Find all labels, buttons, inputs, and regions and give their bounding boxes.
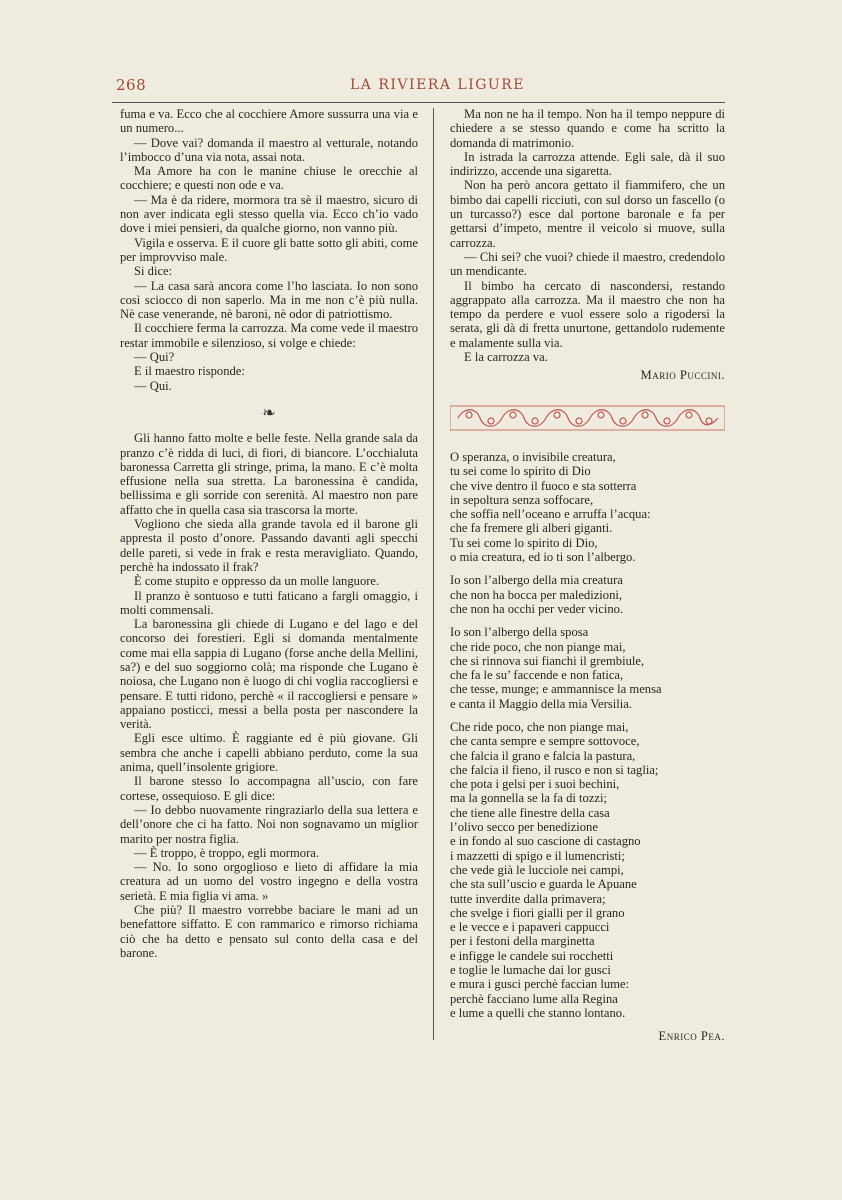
paragraph: — Dove vai? domanda il maestro al vetturale, notando l’imbocco d’una via nota, assai nota.: [120, 135, 418, 164]
paragraph: Vogliono che sieda alla grande tavola ed il barone gli appresta il posto d’onore. Passando davanti agli specchi delle pareti, si vede in frak e resta meravigliato. Quando, perchè ha indossato il frak?: [120, 517, 418, 574]
paragraph: Ma Amore ha con le manine chiuse le orecchie al cocchiere; e questi non ode e va.: [120, 164, 418, 193]
paragraph: — Qui.: [134, 378, 172, 393]
poem-line: Io son l’albergo della mia creatura: [450, 573, 623, 588]
poem-line: che fa fremere gli alberi giganti.: [450, 521, 613, 536]
fleuron-icon: ❧: [262, 404, 276, 422]
poem-line: che vive dentro il fuoco e sta sotterra: [450, 478, 637, 493]
paragraph: Che più? Il maestro vorrebbe baciare le mani ad un benefattore siffatto. E con rammarico e rimorso richiama ciò che ha detto e pensato sul conto della casa e del barone.: [120, 903, 418, 960]
poem-line: che non ha bocca per maledizioni,: [450, 587, 623, 602]
header-rule: [112, 102, 725, 103]
paragraph: Si dice:: [134, 264, 173, 279]
paragraph: Ma non ne ha il tempo. Non ha il tempo neppure di chiedere a se stesso quando e come ha scritto la domanda di matrimonio.: [450, 107, 725, 150]
paragraph: Il cocchiere ferma la carrozza. Ma come vede il maestro restar immobile e silenzioso, si volge e chiede:: [120, 321, 418, 350]
paragraph: E il maestro risponde:: [134, 364, 245, 379]
page-header: [100, 72, 725, 98]
poem-line: che canta sempre e sempre sottovoce,: [450, 734, 640, 749]
paragraph: — Qui?: [134, 350, 175, 365]
poem-line: tu sei come lo spirito di Dio: [450, 464, 591, 479]
column-divider: [433, 108, 434, 1040]
paragraph: Il barone stesso lo accompagna all’uscio, con fare cortese, ossequioso. E gli dice:: [120, 774, 418, 803]
poem-line: e mura i gusci perchè faccian lume:: [450, 977, 630, 992]
poem-line: ma la gonnella se la fa di tozzi;: [450, 791, 608, 806]
paragraph: Il bimbo ha cercato di nascondersi, restando aggrappato alla carrozza. Ma il maestro che non ha tempo da perdere e vuol essere solo a rigodersi la serata, gli dà di fretta unurtone, gettandolo rudemente e malamente sulla via.: [450, 278, 725, 350]
paragraph: — Chi sei? che vuoi? chiede il maestro, credendolo un mendicante.: [450, 249, 725, 279]
paragraph: La baronessina gli chiede di Lugano e del lago e del concorso dei forestieri. Egli si domanda mentalmente come mai ella sappia di Lugano (forse anche della Mellini, sa?) e del suo soggiorno colà; ma risponde che Lugano è noiosa, che Lugano non è luogo di chi voglia raccogliersi e pensare. E tutti ridono, perchè « il raccogliersi e pensare » appaiano posticci, messi a bella posta per nascondere la verità.: [120, 617, 418, 732]
poem-line: l’olivo secco per benedizione: [450, 820, 598, 835]
poem-line: per i festoni della marginetta: [450, 934, 595, 949]
paragraph: Il pranzo è sontuoso e tutti faticano a fargli omaggio, i molti commensali.: [120, 588, 418, 617]
paragraph: — Ma è da ridere, mormora tra sè il maestro, sicuro di non aver indicata egli stesso quella via. Ecco ch’io vado dove i miei pensieri, da qualche giorno, non vanno più.: [120, 192, 418, 236]
poem-line: che falcia il fieno, il rusco e non si taglia;: [450, 762, 659, 777]
poem-line: e canta il Maggio della mia Versilia.: [450, 696, 632, 711]
poem-line: perchè facciano lume alla Regina: [450, 991, 618, 1006]
paragraph: — La casa sarà ancora come l’ho lasciata. Io non sono così sciocco di non saperlo. Ma in me non c’è più nulla. Nè case venerande, nè baroni, nè odor di patriottismo.: [120, 278, 418, 322]
poem-line: e in fondo al suo cascione di castagno: [450, 834, 641, 849]
paragraph: È come stupito e oppresso da un molle languore.: [134, 574, 380, 589]
paragraph: Non ha però ancora gettato il fiammifero, che un bimbo dai capelli ricciuti, con sul dorso un fascello (o un turcasso?) esce dal portone baronale e fa per gettarsi d’impeto, mentre il veicolo si muove, sulla carrozza.: [450, 178, 725, 250]
poem-line: che non ha occhi per veder vicino.: [450, 601, 624, 616]
paragraph: In istrada la carrozza attende. Egli sale, dà il suo indirizzo, accende una sigaretta.: [450, 149, 725, 179]
poem-line: e lume a quelli che stanno lontano.: [450, 1005, 626, 1020]
poem-line: che pota i gelsi per i suoi bechini,: [450, 777, 620, 792]
paragraph: Egli esce ultimo. È raggiante ed è più giovane. Gli sembra che anche i capelli abbiano perduto, come la sua anima, quell’insolente grigiore.: [120, 731, 418, 775]
poem-stanza: [450, 720, 725, 1020]
paragraph: Vigila e osserva. E il cuore gli batte sotto gli abiti, come per improvviso male.: [120, 235, 418, 264]
author-signature: Mario Puccini.: [640, 368, 725, 383]
paragraph: — Io debbo nuovamente ringraziarlo della sua lettera e dell’onore che ci ha fatto. Noi non sognavamo un miglior marito per nostra figlia.: [120, 802, 418, 846]
paragraph: — È troppo, è troppo, egli mormora.: [134, 845, 320, 860]
poem-line: che sta sull’uscio e guarda le Apuane: [450, 877, 637, 892]
paragraph: E la carrozza va.: [464, 350, 548, 365]
poem-line: che si rinnova sui fianchi il grembiule,: [450, 653, 645, 668]
poem-line: e le vecce e i papaveri cappucci: [450, 920, 610, 935]
poem-line: che fa le su’ faccende e non fatica,: [450, 668, 624, 683]
poem-line: che tiene alle finestre della casa: [450, 805, 610, 820]
paragraph: — No. Io sono orgoglioso e lieto di affidare la mia creatura ad un uomo del vostro ingegno e della vostra serietà. E mia figlia vi ama. »: [120, 860, 418, 903]
poem-stanza: [450, 450, 725, 564]
right-column: [450, 107, 725, 1044]
paragraph: fuma e va. Ecco che al cocchiere Amore sussurra una via e un numero...: [120, 107, 418, 136]
poem-line: che falcia il grano e falcia la pastura,: [450, 748, 636, 763]
poem-line: in sepoltura senza soffocare,: [450, 492, 594, 507]
page-number: 268: [116, 76, 147, 94]
poem-line: e toglie le lumache dai lor gusci: [450, 963, 611, 978]
running-title: LA RIVIERA LIGURE: [350, 77, 525, 93]
left-column: [120, 107, 418, 960]
paragraph: Gli hanno fatto molte e belle feste. Nella grande sala da pranzo c’è ridda di luci, di fiori, di biancore. L’occhialuta baronessa Carretta gli stringe, prima, la mano. E c’è molta effusione nella sua stretta. La baronessina è candida, bellissima e gli sorride con serenità. Al maestro non pare affatto che in quella casa sia trascorsa la morte.: [120, 431, 418, 517]
poem-line: che soffia nell’oceano e arruffa l’acqua:: [450, 507, 651, 522]
author-signature: Enrico Pea.: [658, 1029, 725, 1044]
poem-stanza: [450, 625, 725, 711]
poem-line: o mia creatura, ed io ti son l’albergo.: [450, 550, 636, 565]
poem: [450, 450, 725, 1020]
poem-stanza: [450, 573, 725, 616]
poem-line: i mazzetti di spigo e il lumencristi;: [450, 848, 625, 863]
poem-line: Tu sei come lo spirito di Dio,: [450, 535, 598, 550]
decorative-ornament-band: [450, 403, 725, 433]
poem-line: tutte inverdite dalla primavera;: [450, 891, 606, 906]
poem-line: O speranza, o invisibile creatura,: [450, 449, 616, 464]
poem-line: e infigge le candele sui rocchetti: [450, 948, 614, 963]
poem-line: che vede già le lucciole nei campi,: [450, 862, 624, 877]
poem-line: Io son l’albergo della sposa: [450, 625, 589, 640]
poem-line: Che ride poco, che non piange mai,: [450, 719, 629, 734]
poem-line: che svelge i fiori gialli per il grano: [450, 905, 625, 920]
poem-line: che tesse, munge; e ammannisce la mensa: [450, 682, 662, 697]
poem-line: che ride poco, che non piange mai,: [450, 639, 626, 654]
